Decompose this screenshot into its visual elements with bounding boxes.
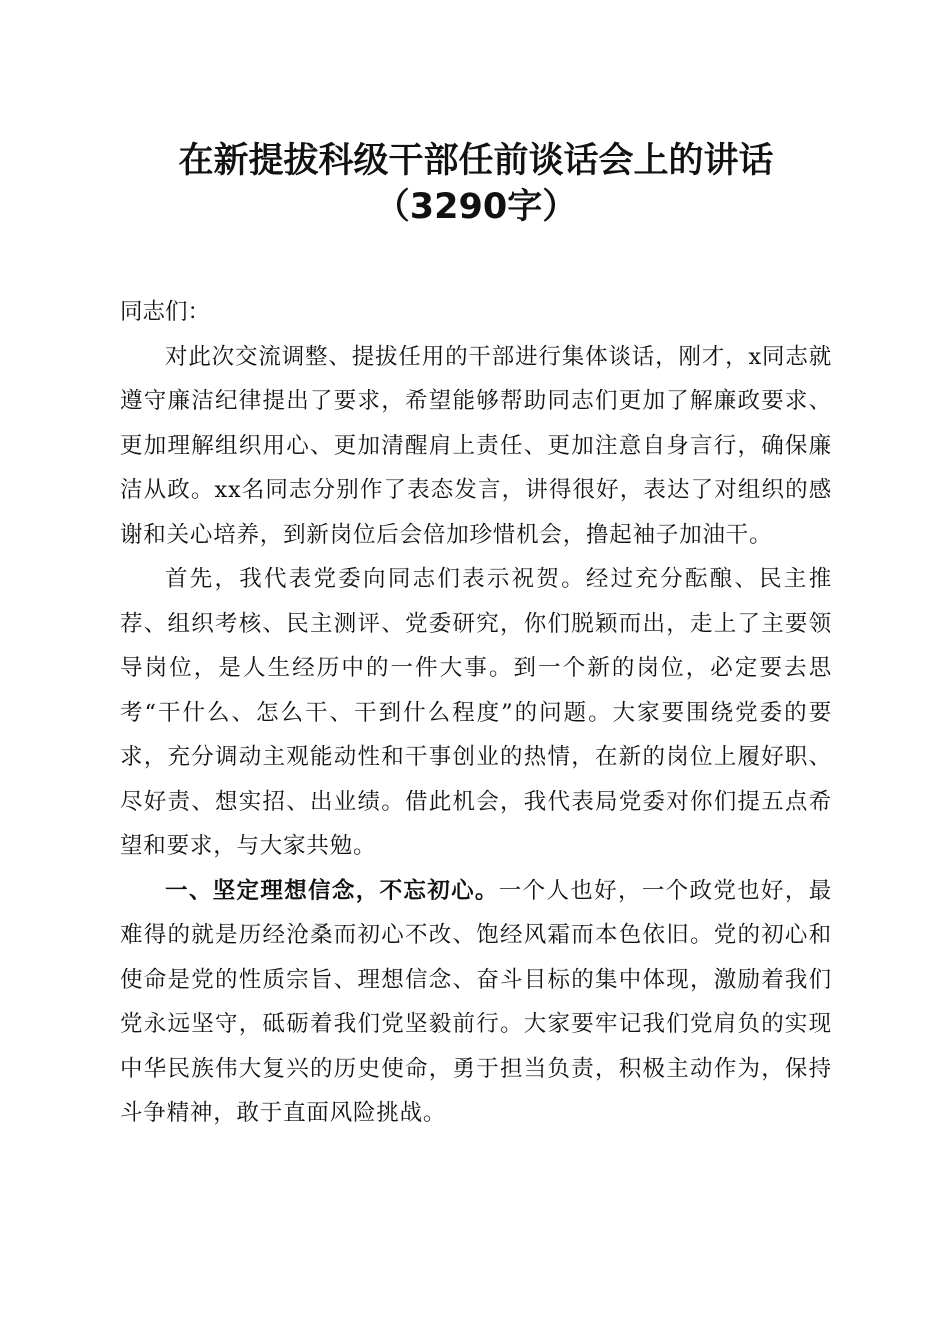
salutation: 同志们：: [120, 299, 211, 325]
paragraph-congratulation: [120, 557, 832, 869]
paragraph-text: 一个人也好，一个政党也好，最难得的就是历经沧桑而初心不改、饱经风霜而本色依旧。党的初心和使命是党的性质宗旨、理想信念、奋斗目标的集中体现，激励着我们党永远坚守，砥砺着我们党坚毅前行。大家要牢记我们党肩负的实现中华民族伟大复兴的历史使命，勇于担当负责，积极主动作为，保持斗争精神，敢于直面风险挑战。: [120, 877, 833, 1126]
paragraph-intro: [120, 335, 832, 558]
paragraph-text: 首先，我代表党委向同志们表示祝贺。经过充分酝酿、民主推荐、组织考核、民主测评、党委研究，你们脱颖而出，走上了主要领导岗位，是人生经历中的一件大事。到一个新的岗位，必定要去思考“干什么、怎么干、干到什么程度”的问题。大家要围绕党委的要求，充分调动主观能动性和干事创业的热情，在新的岗位上履好职、尽好责、想实招、出业绩。借此机会，我代表局党委对你们提五点希望和要求，与大家共勉。: [120, 566, 832, 859]
section-heading: 一、坚定理想信念，不忘初心。: [165, 877, 499, 904]
paragraph-text: 对此次交流调整、提拔任用的干部进行集体谈话，刚才，x同志就遵守廉洁纪律提出了要求，希望能够帮助同志们更加了解廉政要求、更加理解组织用心、更加清醒肩上责任、更加注意自身言行，确保廉洁从政。xx名同志分别作了表态发言，讲得很好，表达了对组织的感谢和关心培养，到新岗位后会倍加珍惜机会，撸起袖子加油干。: [120, 343, 832, 548]
document-title: 在新提拔科级干部任前谈话会上的讲话（3290字）: [178, 141, 774, 227]
paragraph-point-one: [120, 869, 832, 1136]
